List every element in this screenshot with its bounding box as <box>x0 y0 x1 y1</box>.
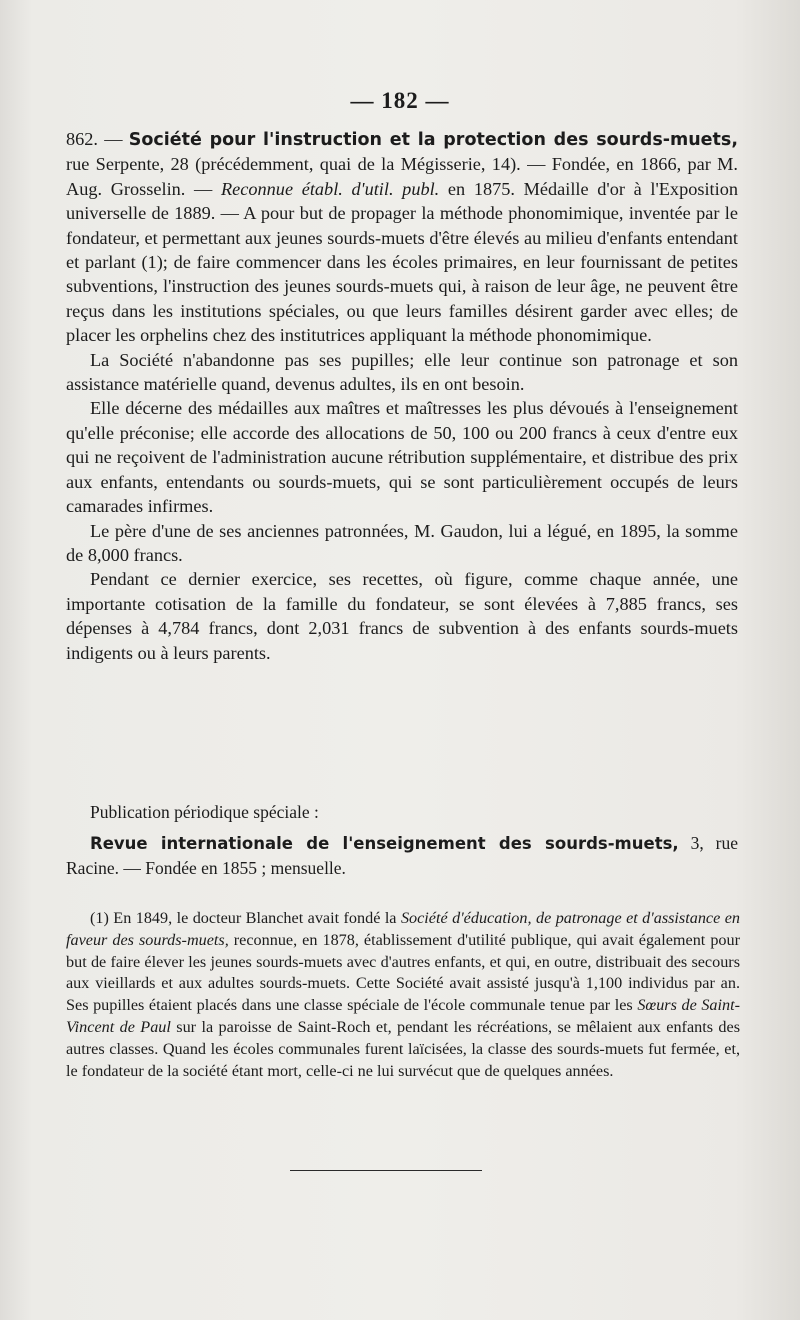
footnote-text-2: reconnue, en 1878, établissement d'utilité publique, qui avait également pour but de faire élever les jeunes sourds-muets avec d'autres enfants, et qui, en outre, distribuait des secours aux vieillards et aux adultes sourds-muets. Cette Société avait assisté jusqu'à 1,100 individus par an. Ses pupilles étaient placés dans une classe spéciale de l'école communale tenue par les <box>66 930 740 1015</box>
entry-paragraph-1 <box>66 127 738 348</box>
entry-paragraph-2: La Société n'abandonne pas ses pupilles; elle leur continue son patronage et son assistance matérielle quand, devenus adultes, ils en ont besoin. <box>66 349 738 395</box>
entry-purpose: en 1875. Médaille d'or à l'Exposition universelle de 1889. — A pour but de propager la méthode phonomimique, inventée par le fondateur, et permettant aux jeunes sourds-muets d'être élevés au milieu d'enfants entendant et parlant (1); de faire commencer dans les écoles primaires, en leur fournissant de petites subventions, l'instruction des jeunes sourds-muets qui, à raison de leur âge, ne peuvent être reçus dans les institutions spéciales, ou que leurs familles désirent garder avec elles; de placer les orphelins chez des institutrices appliquant la méthode phonomimique. <box>66 178 738 346</box>
footer-rule <box>290 1170 482 1171</box>
page-number: — 182 — <box>350 88 450 113</box>
footnote-society-name: Société d'éducation, de patronage et d'assistance en faveur des sourds-muets, <box>66 909 740 949</box>
footnote <box>66 908 740 1082</box>
recognition-status: Reconnue établ. d'util. publ. <box>220 178 440 199</box>
footnote-text-3: sur la paroisse de Saint-Roch et, pendant les récréations, se mêlaient aux enfants des autres classes. Quand les écoles communales furent laïcisées, la classe des sourds-muets fut fermée, et, le fondateur de la société étant mort, celle-ci ne lui survécut que de quelques années. <box>66 1017 740 1080</box>
footnote-text-1: (1) En 1849, le docteur Blanchet avait fondé la <box>90 909 401 927</box>
publication-section <box>66 800 738 880</box>
publication-title: Revue internationale de l'enseignement des sourds-muets, <box>90 834 679 853</box>
publication-label: Publication périodique spéciale : <box>90 802 319 822</box>
entry-number: 862. — <box>66 129 129 149</box>
entry-paragraph-4: Le père d'une de ses anciennes patronnées, M. Gaudon, lui a légué, en 1895, la somme de 8,000 francs. <box>66 520 738 565</box>
entry-paragraph-5: Pendant ce dernier exercice, ses recettes, où figure, comme chaque année, une importante cotisation de la famille du fondateur, se sont élevées à 7,885 francs, ses dépenses à 4,784 francs, dont 2,031 francs de subvention à des enfants sourds-muets indigents ou à leurs parents. <box>66 569 738 663</box>
entry-paragraph-3: Elle décerne des médailles aux maîtres et maîtresses les plus dévoués à l'enseignement qu'elle préconise; elle accorde des allocations de 50, 100 ou 200 francs à ceux d'entre eux qui ne reçoivent de l'administration aucune rétribution supplémentaire, et distribue des prix aux enfants, entendants ou sourds-muets, qui se sont particulièrement occupés de leurs camarades infirmes. <box>66 398 738 517</box>
entry-title: Société pour l'instruction et la protection des sourds-muets, <box>128 130 738 150</box>
publication-details: 3, rue Racine. — Fondée en 1855 ; mensuelle. <box>66 833 738 878</box>
entry-862 <box>66 127 738 665</box>
footnote-paragraph <box>66 908 740 1082</box>
publication-entry <box>66 831 738 880</box>
footnote-sisters-name: Sœurs de Saint-Vincent de Paul <box>66 996 740 1036</box>
entry-address: rue Serpente, 28 (précédemment, quai de la Mégisserie, 14). — Fondée, en 1866, par M. Aug. Grosselin. — <box>66 154 738 199</box>
